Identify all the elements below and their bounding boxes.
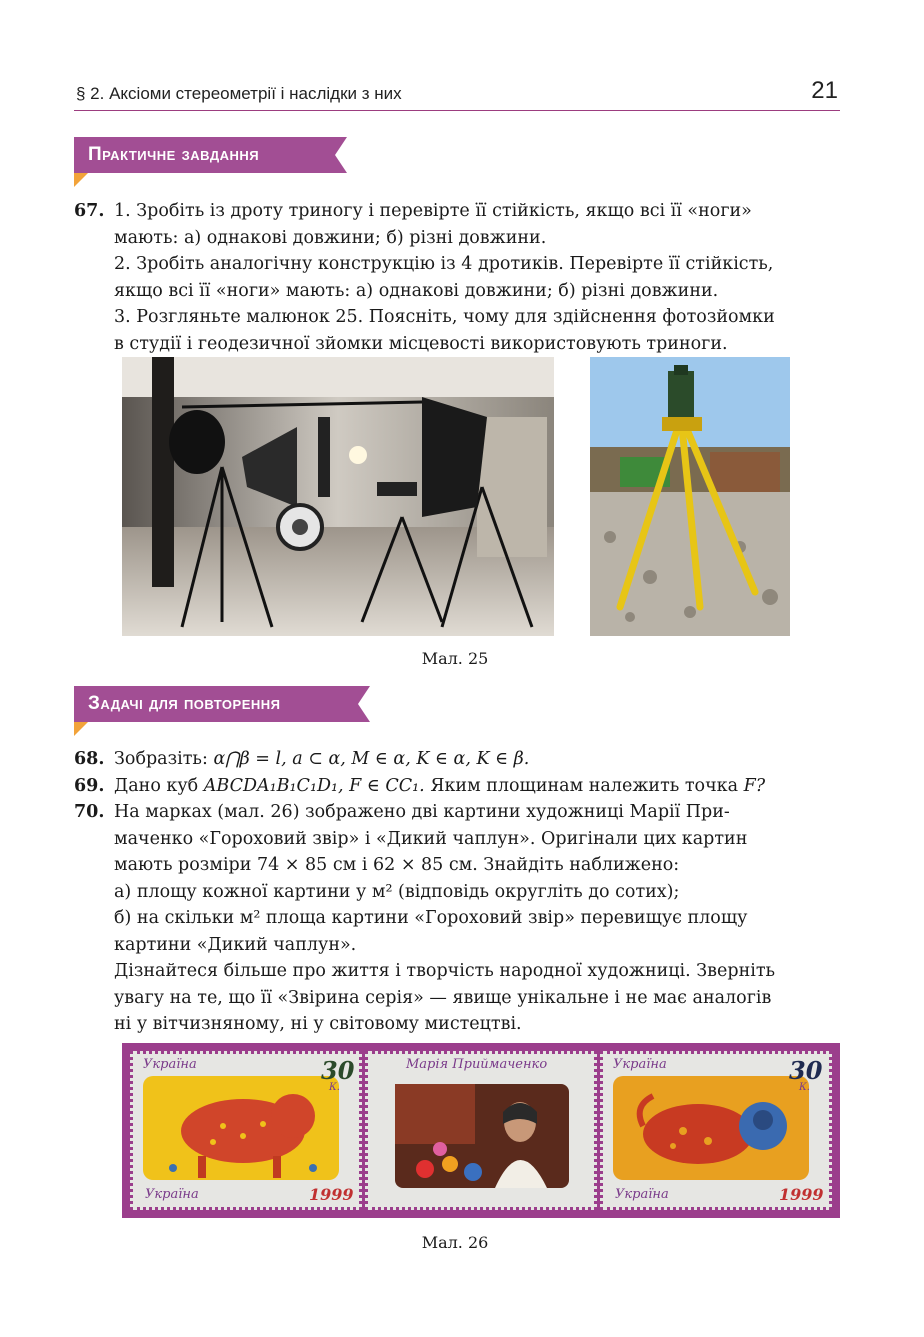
stamp-strip — [122, 1043, 840, 1218]
stamp-country-bottom: Україна — [145, 1187, 199, 1202]
task-69-point: F? — [743, 776, 766, 796]
stamp-country: Україна — [143, 1057, 197, 1072]
painting-wild-heron — [613, 1076, 809, 1180]
stamp-year: 1999 — [309, 1185, 354, 1204]
task-number: 67. — [74, 201, 105, 221]
stamp-unit: К. — [799, 1082, 810, 1093]
running-header — [74, 77, 840, 111]
task-70-line: Дізнайтеся більше про життя і творчість народної художниці. Зверніть — [114, 961, 776, 981]
stamp-price: 30 — [789, 1056, 823, 1085]
task-70-line: б) на скільки м² площа картини «Гороховий звір» перевищує площу — [114, 908, 748, 928]
task-number: 68. — [74, 749, 105, 769]
stamp-artist-name: Марія Приймаченко — [406, 1057, 548, 1072]
banner-fold — [74, 173, 88, 187]
stamp-country: Україна — [613, 1057, 667, 1072]
stamp-year: 1999 — [779, 1185, 824, 1204]
task-70-line: а) площу кожної картини у м² (відповідь округліть до сотих); — [114, 881, 680, 902]
task-69-cube: ABCDA₁B₁C₁D₁, — [203, 776, 344, 796]
section-banner-practical — [74, 137, 347, 175]
task-69-question: Яким площинам належить точка — [430, 776, 739, 796]
figure-26-caption: Мал. 26 — [421, 1233, 489, 1252]
task-69-condition: F ∈ CC₁. — [349, 776, 425, 796]
chapter-title: § 2. Аксіоми стереометрії і наслідки з них — [76, 84, 402, 103]
section-title: Задачі для повторення — [88, 693, 281, 714]
task-70-line: ні у вітчизняному, ні у світовому мистецтві. — [114, 1014, 522, 1034]
stamp-unit: К. — [329, 1082, 340, 1093]
task-69-text — [114, 773, 840, 800]
artist-photo — [395, 1084, 569, 1188]
task-67-line: 2. Зробіть аналогічну конструкцію із 4 дротиків. Перевірте її стійкість, — [114, 254, 774, 274]
stamp-country-bottom: Україна — [615, 1187, 669, 1202]
task-number: 69. — [74, 776, 105, 796]
stamp-pea-beast — [130, 1051, 362, 1210]
task-67-line: якщо всі її «ноги» мають: а) однакові довжини; б) різні довжини. — [114, 280, 719, 301]
task-67-line: 3. Розгляньте малюнок 25. Поясніть, чому для здійснення фотозйомки — [114, 307, 775, 327]
task-70-line: маченко «Гороховий звір» і «Дикий чаплун». Оригінали цих картин — [114, 828, 748, 849]
banner-fold — [74, 722, 88, 736]
section-title: Практичне завдання — [88, 144, 260, 165]
stamp-artist-portrait — [365, 1051, 597, 1210]
task-number: 70. — [74, 802, 105, 822]
task-68-formula: α⋂β = l, a ⊂ α, M ∈ α, K ∈ α, K ∈ β. — [213, 749, 530, 769]
task-67-line: 1. Зробіть із дроту триногу і перевірте її стійкість, якщо всі її «ноги» — [114, 201, 752, 221]
task-70-line: мають розміри 74 × 85 см і 62 × 85 см. Знайдіть наближено: — [114, 855, 680, 875]
task-70-line: картини «Дикий чаплун». — [114, 934, 357, 955]
page-number: 21 — [811, 77, 838, 104]
stamp-price: 30 — [321, 1056, 355, 1085]
survey-tripod-photo — [590, 357, 790, 636]
task-67-text — [114, 198, 840, 357]
section-banner-review — [74, 686, 370, 724]
painting-pea-beast — [143, 1076, 339, 1180]
stamp-wild-heron — [600, 1051, 832, 1210]
task-68-lead: Зобразіть: — [114, 749, 208, 769]
task-68-text — [114, 746, 840, 773]
figure-25-caption: Мал. 25 — [421, 649, 489, 668]
task-70-text — [114, 799, 840, 1038]
task-67-line: в студії і геодезичної зйомки місцевості використовують триноги. — [114, 333, 728, 354]
task-70-line: На марках (мал. 26) зображено дві картини художниці Марії При- — [114, 802, 730, 822]
studio-photo — [122, 357, 554, 636]
task-69-lead: Дано куб — [114, 776, 199, 796]
task-67-line: мають: а) однакові довжини; б) різні довжини. — [114, 227, 547, 248]
task-70-line: увагу на те, що її «Звірина серія» — явище унікальне і не має аналогів — [114, 987, 772, 1008]
